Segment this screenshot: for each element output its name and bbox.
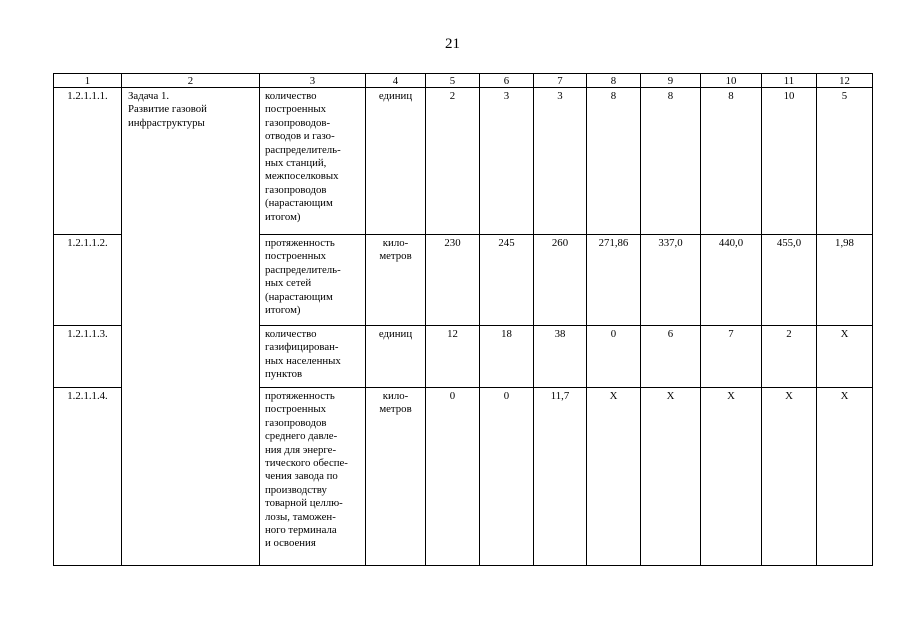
indicator-name [260,388,366,566]
name-line: (нарастающим [265,197,333,210]
name-line: производству [265,483,327,496]
value-cell: X [817,388,873,566]
name-line: межпоселковых [265,170,339,183]
name-line: газопроводов- [265,116,331,129]
header-cell: 2 [122,74,260,88]
unit-line: кило- [382,237,409,249]
value-cell: 18 [480,326,534,388]
value-cell: 260 [534,235,587,326]
name-line: газифицирован- [265,341,339,354]
value-cell: 2 [762,326,817,388]
unit-cell [366,235,426,326]
value-cell: 8 [701,88,762,235]
name-line: ных сетей [265,277,312,290]
name-line: ных населенных [265,354,341,367]
header-cell: 4 [366,74,426,88]
value-cell: 245 [480,235,534,326]
unit-line: единиц [378,90,413,102]
value-cell: 6 [641,326,701,388]
unit-cell [366,326,426,388]
name-line: построенных [265,403,327,416]
name-line: товарной целлю- [265,497,343,510]
value-cell: X [762,388,817,566]
value-cell: X [817,326,873,388]
name-line: итогом) [265,210,301,223]
row-code: 1.2.1.1.4. [54,388,122,566]
value-cell: 230 [426,235,480,326]
name-line: количество [265,328,317,340]
name-line: протяженность [265,237,335,249]
name-line: и освоения [265,537,316,550]
value-cell: 3 [534,88,587,235]
name-line: протяженность [265,390,335,402]
unit-line: метров [379,250,412,263]
name-line: построенных [265,103,327,116]
task-line: Развитие газовой [128,103,207,116]
indicator-name [260,88,366,235]
name-line: (нарастающим [265,290,333,303]
value-cell: 337,0 [641,235,701,326]
name-line: распределитель- [265,143,341,156]
value-cell: 7 [701,326,762,388]
header-cell: 1 [54,74,122,88]
name-line: ного терминала [265,524,337,537]
unit-cell [366,88,426,235]
value-cell: 38 [534,326,587,388]
value-cell: 455,0 [762,235,817,326]
value-cell: 271,86 [587,235,641,326]
indicator-name [260,235,366,326]
value-cell: 8 [587,88,641,235]
name-line: ных станций, [265,157,327,170]
row-code: 1.2.1.1.3. [54,326,122,388]
indicators-table [53,73,873,566]
value-cell: 440,0 [701,235,762,326]
header-cell: 5 [426,74,480,88]
page-number: 21 [445,36,460,52]
header-row [54,74,873,88]
value-cell: 12 [426,326,480,388]
value-cell: 0 [480,388,534,566]
task-cell [122,88,260,566]
indicator-name [260,326,366,388]
value-cell: 1,98 [817,235,873,326]
header-cell: 3 [260,74,366,88]
name-line: среднего давле- [265,430,338,443]
value-cell: 3 [480,88,534,235]
value-cell: X [701,388,762,566]
row-code: 1.2.1.1.1. [54,88,122,235]
name-line: лозы, таможен- [265,510,336,523]
header-cell: 9 [641,74,701,88]
value-cell: 5 [817,88,873,235]
header-cell: 11 [762,74,817,88]
header-cell: 8 [587,74,641,88]
value-cell: X [641,388,701,566]
header-cell: 10 [701,74,762,88]
name-line: ния для энерге- [265,443,337,456]
value-cell: 2 [426,88,480,235]
value-cell: 11,7 [534,388,587,566]
header-cell: 7 [534,74,587,88]
name-line: построенных [265,250,327,263]
value-cell: 0 [426,388,480,566]
unit-line: метров [379,403,412,416]
name-line: количество [265,90,317,102]
name-line: чения завода по [265,470,338,483]
value-cell: 10 [762,88,817,235]
unit-cell [366,388,426,566]
name-line: отводов и газо- [265,130,335,143]
table-row [54,88,873,235]
unit-line: кило- [382,390,409,402]
header-cell: 12 [817,74,873,88]
name-line: итогом) [265,304,301,317]
value-cell: 0 [587,326,641,388]
value-cell: 8 [641,88,701,235]
row-code: 1.2.1.1.2. [54,235,122,326]
name-line: газопроводов [265,416,327,429]
name-line: распределитель- [265,263,341,276]
name-line: пунктов [265,368,303,381]
unit-line: единиц [378,328,413,340]
name-line: газопроводов [265,183,327,196]
name-line: тического обеспе- [265,457,348,470]
task-line: Задача 1. [128,90,170,102]
header-cell: 6 [480,74,534,88]
task-line: инфраструктуры [128,116,205,129]
value-cell: X [587,388,641,566]
